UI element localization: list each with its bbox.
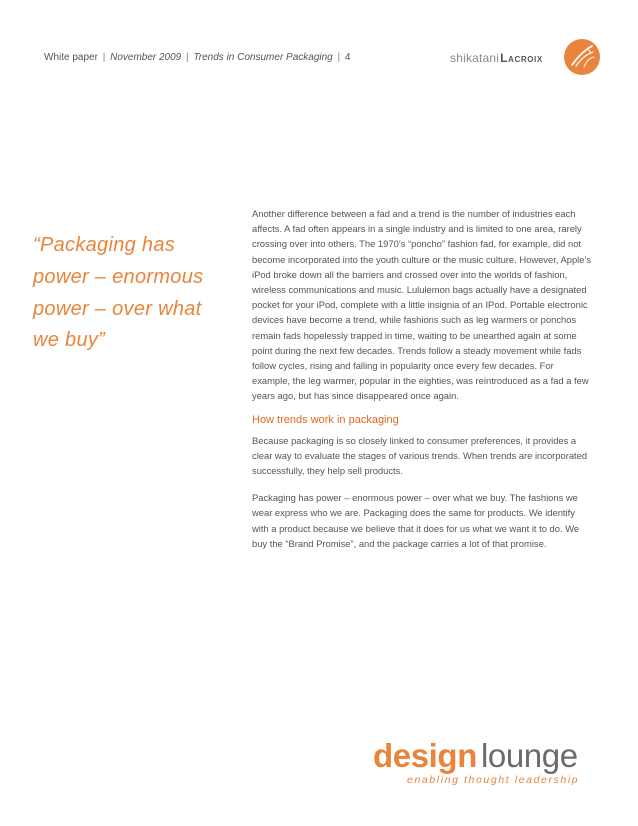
brand-name-part2: Lacroix [500,51,543,65]
logo-wordmark [373,738,579,774]
designlounge-logo [373,738,579,787]
section-heading: How trends work in packaging [252,413,399,426]
brand-logo-icon [563,38,601,76]
logo-tagline: enabling thought leadership [407,774,580,786]
header-date: November 2009 [110,52,182,63]
doc-type: White paper [44,52,98,63]
body-paragraph: Another difference between a fad and a trend is the number of industries each affects. A fad often appears in a single industry and is limited to one area, rarely crossing over into others. The 1970’s “poncho” fashion fad, for example, did not become incorporated into the youth culture or the music culture. However, Apple’s iPod broke down all the barriers and crossed over into the worlds of fashion, wireless communications and music. Lululemon bags actually have a designated pocket for your iPod, complete with a little insignia of an IPod. Portable electronic devices have become a trend, while fashions such as leg warmers or ponchos remain fads hopelessly trapped in time, waiting to be unearthed again at some point during the next few decades. Trends follow a steady movement while fads follow cycles, rising and falling in popularity once every few decades. For example, the leg warmer, popular in the eighties, was reintroduced as a fad a few years ago, but has since disappeared once again. [252,208,592,402]
brand-name-part1: shikatani [450,51,500,65]
brand-wordmark [450,51,543,65]
logo-part-design: design [373,737,477,774]
pull-quote: “Packaging has power – enormous power – over what we buy” [33,234,204,352]
page-number: 4 [344,52,351,63]
running-header [44,52,350,63]
header-title: Trends in Consumer Packaging [193,52,333,63]
logo-part-lounge: lounge [480,737,578,774]
main-text-column [252,206,592,551]
header-separator: | [102,52,106,63]
header-separator: | [186,52,189,63]
body-paragraph: Packaging has power – enormous power – over what we buy. The fashions we wear express who we are. Packaging does the same for products. We identify with a product because we believe that it does for us what we want it to do. We buy the “Brand Promise”, and the package carries a lot of that promise. [252,492,580,549]
header-separator: | [337,52,341,63]
body-paragraph: Because packaging is so closely linked to consumer preferences, it provides a clear way to evaluate the stages of various trends. When trends are incorporated successfully, they help sell products. [252,434,588,477]
